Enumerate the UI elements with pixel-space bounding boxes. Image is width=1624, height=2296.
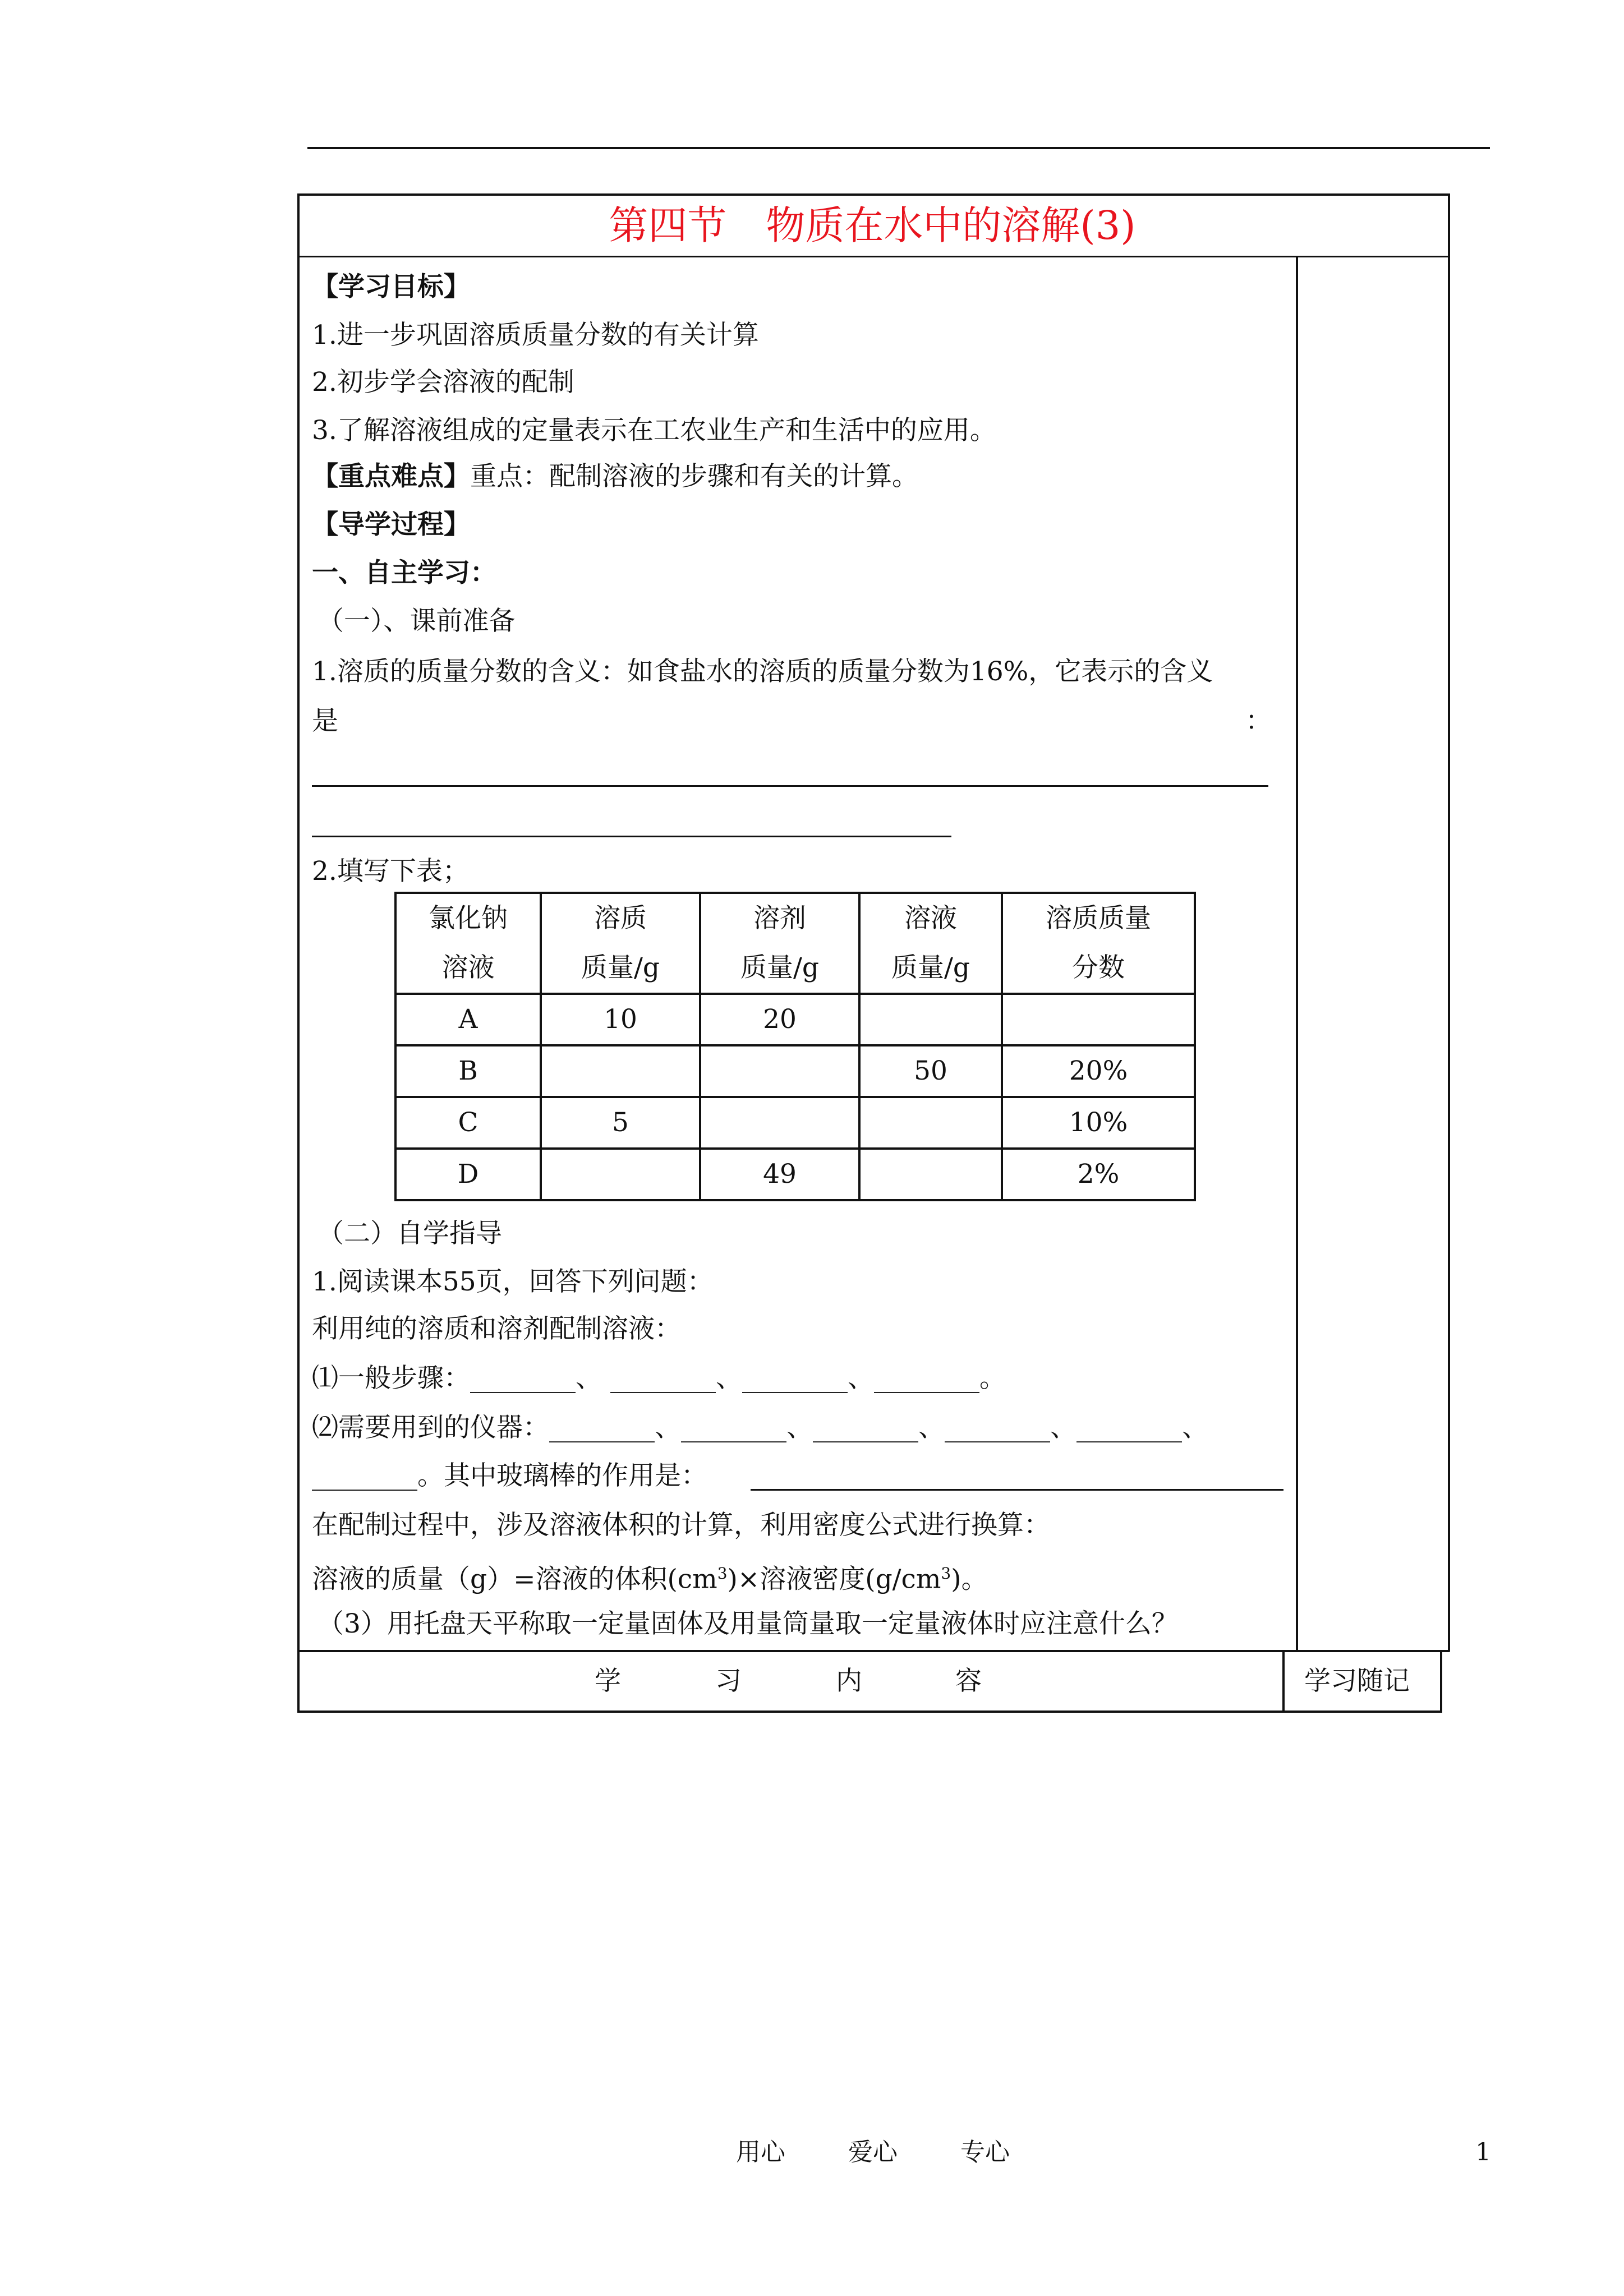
table-row xyxy=(395,994,1195,1045)
answer-line xyxy=(751,1489,1283,1491)
bottom-row-right xyxy=(1440,1650,1442,1713)
objective-item: 3.了解溶液组成的定量表示在工农业生产和生活中的应用。 xyxy=(312,415,996,446)
table-cell: 2% xyxy=(1002,1149,1195,1200)
table-cell xyxy=(859,1149,1002,1200)
table-cell: 10% xyxy=(1002,1097,1195,1149)
footer-word: 用心 xyxy=(736,2138,785,2166)
guide-question-3: （3）用托盘天平称取一定量固体及用量筒量取一定量液体时应注意什么？ xyxy=(318,1608,1178,1639)
key-points-label: 【重点难点】 xyxy=(312,461,470,492)
table-header-cell: 溶剂 质量/g xyxy=(700,893,859,994)
answer-line xyxy=(312,785,1268,787)
objective-item: 1.进一步巩固溶质质量分数的有关计算 xyxy=(312,320,759,351)
table-cell xyxy=(541,1149,700,1200)
key-points-text: 重点：配制溶液的步骤和有关的计算。 xyxy=(470,461,918,492)
table-header-row xyxy=(395,893,1195,994)
table-cell: 49 xyxy=(700,1149,859,1200)
question-1-line2: 是 xyxy=(312,706,338,736)
table-cell xyxy=(859,1097,1002,1149)
table-row xyxy=(395,1149,1195,1200)
nacl-table xyxy=(394,892,1196,1201)
objective-item: 2.初步学会溶液的配制 xyxy=(312,367,574,398)
table-cell xyxy=(700,1097,859,1149)
question-1-line1: 1.溶质的质量分数的含义：如食盐水的溶质的质量分数为16%，它表示的含义 xyxy=(312,656,1213,687)
footer-word: 专心 xyxy=(960,2138,1010,2166)
table-row xyxy=(395,1097,1195,1149)
page-title: 第四节 物质在水中的溶解(3) xyxy=(609,202,1136,248)
table-cell: B xyxy=(395,1045,541,1097)
question-2: 2.填写下表； xyxy=(312,856,469,887)
key-points xyxy=(312,460,918,494)
table-cell: 10 xyxy=(541,994,700,1045)
bottom-row-divider xyxy=(1282,1650,1285,1713)
frame-right xyxy=(1448,193,1450,1652)
table-cell: C xyxy=(395,1097,541,1149)
page-number: 1 xyxy=(1475,2138,1491,2166)
guide-read: 1.阅读课本55页，回答下列问题： xyxy=(312,1266,714,1297)
objectives-heading: 【学习目标】 xyxy=(312,271,470,302)
table-cell: 5 xyxy=(541,1097,700,1149)
table-cell: 20 xyxy=(700,994,859,1045)
table-cell xyxy=(700,1045,859,1097)
content-bottom-rule xyxy=(297,1650,1450,1652)
table-header-cell: 溶质质量 分数 xyxy=(1002,893,1195,994)
table-row xyxy=(395,1045,1195,1097)
content-label-char: 学 xyxy=(595,1666,621,1696)
question-1-colon: ： xyxy=(1245,706,1272,736)
guide-formula: 溶液的质量（g）=溶液的体积$(cm^3)\times$溶液密度$(g/cm^3)$。 xyxy=(312,1564,988,1595)
table-cell: 50 xyxy=(859,1045,1002,1097)
section-heading: 一、自主学习： xyxy=(312,557,496,588)
frame-top xyxy=(297,193,1450,196)
frame-title-bottom xyxy=(297,256,1450,257)
table-header-cell: 溶液 质量/g xyxy=(859,893,1002,994)
guide-glass-rod: ________。其中玻璃棒的作用是： xyxy=(312,1460,707,1491)
footer-word: 爱心 xyxy=(848,2138,898,2166)
table-cell xyxy=(541,1045,700,1097)
notes-label: 学习随记 xyxy=(1304,1666,1410,1696)
guide-instruments: ⑵需要用到的仪器：________、________、________、________、________、 xyxy=(312,1412,1208,1443)
prep-heading: （一）、课前准备 xyxy=(318,606,516,637)
table-header-cell: 氯化钠 溶液 xyxy=(395,893,541,994)
table-cell: D xyxy=(395,1149,541,1200)
table-cell xyxy=(1002,994,1195,1045)
guide-heading: （二）自学指导 xyxy=(318,1218,502,1249)
content-label-char: 内 xyxy=(836,1666,862,1696)
table-cell xyxy=(859,994,1002,1045)
frame-left xyxy=(297,193,300,1712)
guide-prepare: 利用纯的溶质和溶剂配制溶液： xyxy=(312,1313,681,1344)
content-label-char: 容 xyxy=(955,1666,982,1696)
header-rule xyxy=(307,147,1490,149)
notes-column-divider xyxy=(1296,256,1298,1652)
process-heading: 【导学过程】 xyxy=(312,509,470,540)
table-header-cell: 溶质 质量/g xyxy=(541,893,700,994)
answer-line xyxy=(312,836,951,837)
content-label-char: 习 xyxy=(715,1666,742,1696)
guide-volume-note: 在配制过程中，涉及溶液体积的计算，利用密度公式进行换算： xyxy=(312,1510,1050,1541)
bottom-row-rule xyxy=(297,1711,1442,1713)
table-cell: A xyxy=(395,994,541,1045)
guide-steps: ⑴一般步骤：________、 ________、________、________。 xyxy=(312,1363,1006,1394)
table-cell: 20% xyxy=(1002,1045,1195,1097)
